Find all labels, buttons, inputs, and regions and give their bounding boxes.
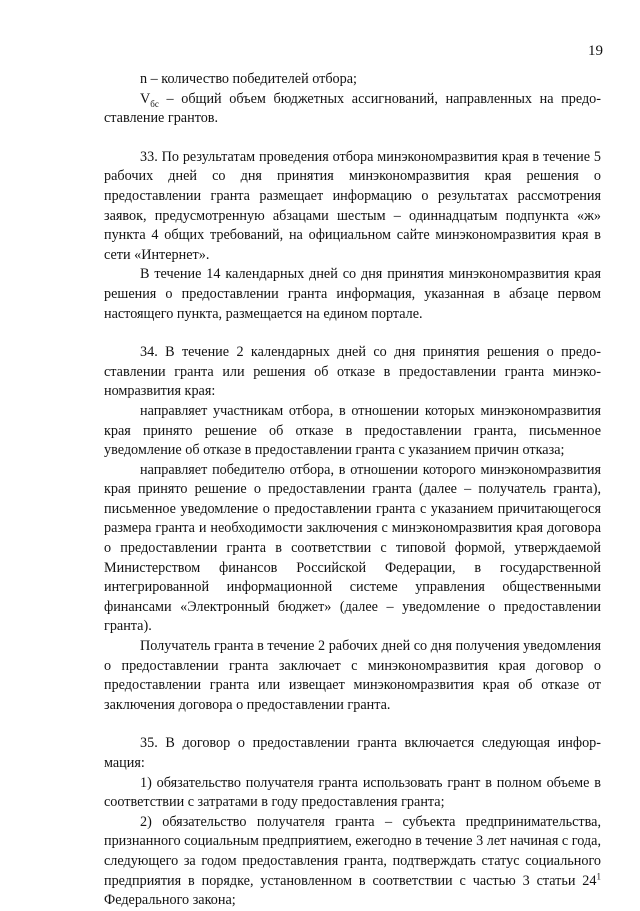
clause-35-item-1: 1) обязательство получателя гранта использовать грант в полном объеме в соответствии с затратами в году предоставления гранта; [104,774,601,811]
clause-33-paragraph-2: В течение 14 календарных дней со дня принятия минэкономразвития края решения о предоставлении гранта информация, указанная в абзаце первом настоящего пункта, размещается на едином портале. [104,266,601,322]
clause-35-item-2 [104,813,601,911]
document-body [104,70,601,911]
clause-34-paragraph-1: 34. В течение 2 календарных дней со дня принятия решения о предоставлении гранта или решения об отказе в предоставлении гранта минэкономразвития края: [104,344,601,400]
clause-34-paragraph-3: направляет победителю отбора, в отношении которого минэкономразвития края принято решение о предоставлении гранта (далее – получатель гранта), письменное уведомление о предоставлении гранта с указанием причитающегося размера гранта и необходимости заключения с минэкономразвития края договора о предоставлении гранта в соответствии с типовой формой, утверждаемой Министерством финансов Российской Федерации, в государственной интегрированной информационной системе управления общественными финансами «Электронный бюджет» (далее – уведомление о предоставлении гранта). [104,461,601,635]
clause-35-paragraph-1: 35. В договор о предоставлении гранта включается следующая информация: [104,735,601,771]
page-number: 19 [588,43,603,59]
clause-34-paragraph-4: Получатель гранта в течение 2 рабочих дней со дня получения уведомления о предоставлении гранта заключает с минэкономразвития края договор о предоставлении гранта или извещает минэкономразвития края об отказе от заключения договора о предоставлении гранта. [104,638,601,713]
clause-35-item-2-text: 2) обязательство получателя гранта – субъекта предпринимательства, признанного социальным предприятием, ежегодно в течение 3 лет начиная с года, следующего за годом предоставления гранта, подтверждать статус социального предприятия в порядке, установленном в соответствии с частью 3 статьи 24 [104,813,601,889]
clause-33-paragraph-1: 33. По результатам проведения отбора минэкономразвития края в течение 5 рабочих дней со дня принятия минэкономразвития края решения о предоставлении гранта размещает информацию о результатах рассмотрения заявок, предусмотренную абзацами шестым – одиннадцатым подпункта «ж» пункта 4 общих требований, на официальном сайте минэкономразвития края в сети «Интернет». [104,148,601,263]
definition-n: n – количество победителей отбора; [140,71,357,87]
definition-v-text: – общий объем бюджетных ассигнований, направленных на предоставление грантов. [104,90,601,127]
clause-35-item-2-tail: Федерального закона; [104,892,236,909]
variable-symbol: V [140,90,151,107]
clause-34-paragraph-2: направляет участникам отбора, в отношении которых минэкономразвития края принято решение об отказе в предоставлении гранта, письменное уведомление об отказе в предоставлении гранта с указанием причин отказа; [104,402,601,459]
article-superscript: 1 [596,870,601,881]
definition-v [104,90,601,129]
variable-subscript: бс [150,98,159,109]
